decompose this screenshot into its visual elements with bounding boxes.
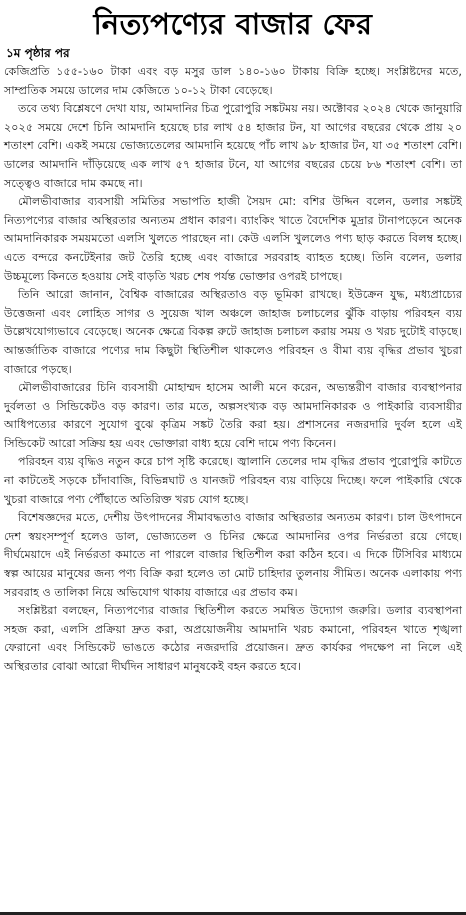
paragraph: মৌলভীবাজার ব্যবসায়ী সমিতির সভাপতি হাজী সৈয়দ মো: বশির উদ্দিন বলেন, ডলার সঙ্কটই নিত্যপণ্যের বাজার অস্থিরতার অন্যতম প্রধান কারণ। ব্যাংকিং খাতে বৈদেশিক মুদ্রার টানাপড়েনে অনেক আমদানিকারক সময়মতো এলসি খুলতে পারছেন না। কেউ এলসি খুললেও পণ্য ছাড় করতে বিলম্ব হচ্ছে। এতে বন্দরে কনটেইনার জট তৈরি হচ্ছে এবং বাজারে সরবরাহ ব্যাহত হচ্ছে। তিনি বলেন, ডলার উচ্চমূল্যে কিনতে হওয়ায় সেই বাড়তি খরচ শেষ পর্যন্ত ভোক্তার ওপরই চাপছে। xyxy=(4,195,462,283)
paragraph: তবে তথ্য বিশ্লেষণে দেখা যায়, আমদানির চিত্র পুরোপুরি সঙ্কটময় নয়। অক্টোবর ২০২৪ থেকে জানুয়ারি ২০২৫ সময়ে দেশে চিনি আমদানি হয়েছে চার লাখ ৫৪ হাজার টন, যা আগের বছরের থেকে প্রায় ২০ শতাংশ বেশি। একই সময়ে ভোজ্যতেলের আমদানি হয়েছে পাঁচ লাখ ৯৮ হাজার টন, যা ৩৫ শতাংশ বেশি। ডালের আমদানি দাঁড়িয়েছে এক লাখ ৫৭ হাজার টনে, যা আগের বছরের চেয়ে ৮৬ শতাংশ বেশি। তা সত্ত্বেও বাজারে দাম কমছে না। xyxy=(4,102,462,190)
continued-from-label: ১ম পৃষ্ঠার পর xyxy=(6,46,70,60)
paragraph: বিশেষজ্ঞদের মতে, দেশীয় উৎপাদনের সীমাবদ্ধতাও বাজার অস্থিরতার অন্যতম কারণ। চাল উৎপাদনে দেশ স্বয়ংসম্পূর্ণ হলেও ডাল, ভোজ্যতেল ও চিনির ক্ষেত্রে আমদানির ওপর নির্ভরতা রয়ে গেছে। দীর্ঘমেয়াদে এই নির্ভরতা কমাতে না পারলে বাজার স্থিতিশীল করা কঠিন হবে। এ দিকে টিসিবির মাধ্যমে স্বল্প আয়ের মানুষের জন্য পণ্য বিক্রি করা হলেও তা মোট চাহিদার তুলনায় সীমিত। অনেক এলাকায় পণ্য সরবরাহ ও তালিকা নিয়ে অভিযোগ থাকায় বাজারে এর প্রভাব কম। xyxy=(4,511,462,599)
article-body xyxy=(4,63,462,677)
paragraph: মৌলভীবাজারের চিনি ব্যবসায়ী মোহাম্মদ হাসেম আলী মনে করেন, অভ্যন্তরীণ বাজার ব্যবস্থাপনার দুর্বলতা ও সিন্ডিকেটও বড় কারণ। তার মতে, অল্পসংখ্যক বড় আমদানিকারক ও পাইকারি ব্যবসায়ীর আধিপত্যের কারণে সুযোগ বুঝে কৃত্রিম সঙ্কট তৈরি করা হয়। প্রশাসনের নজরদারি দুর্বল হলে এই সিন্ডিকেট আরো সক্রিয় হয় এবং ভোক্তারা বাধ্য হয়ে বেশি দামে পণ্য কিনেন। xyxy=(4,381,462,450)
paragraph: পরিবহন ব্যয় বৃদ্ধিও নতুন করে চাপ সৃষ্টি করেছে। জ্বালানি তেলের দাম বৃদ্ধির প্রভাব পুরোপুরি কাটতে না কাটতেই সড়কে চাঁদাবাজি, বিভিন্নঘাট ও যানজট পরিবহন ব্যয় বাড়িয়ে দিচ্ছে। ফলে পাইকারি থেকে খুচরা বাজারে পণ্য পৌঁছাতে অতিরিক্ত খরচ যোগ হচ্ছে। xyxy=(4,455,462,506)
paragraph: কেজিপ্রতি ১৫৫-১৬০ টাকা এবং বড় মসুর ডাল ১৪০-১৬০ টাকায় বিক্রি হচ্ছে। সংশ্লিষ্টদের মতে, সাম্প্রতিক সময়ে ডালের দাম কেজিতে ১০-১২ টাকা বেড়েছে। xyxy=(4,65,462,97)
paragraph: তিনি আরো জানান, বৈশ্বিক বাজারের অস্থিরতাও বড় ভূমিকা রাখছে। ইউক্রেন যুদ্ধ, মধ্যপ্রাচ্যের উত্তেজনা এবং লোহিত সাগর ও সুয়েজ খাল অঞ্চলে জাহাজ চলাচলের ঝুঁকি বাড়ায় পরিবহন ব্যয় উল্লেখযোগ্যভাবে বেড়েছে। অনেক ক্ষেত্রে বিকল্প রুটে জাহাজ চলাচল করায় সময় ও খরচ দুটোই বাড়ছে। আন্তর্জাতিক বাজারে পণ্যের দাম কিছুটা স্থিতিশীল থাকলেও পরিবহন ও বীমা ব্যয় বৃদ্ধির প্রভাব খুচরা বাজারে পড়ছে। xyxy=(4,288,462,376)
paragraph: সংশ্লিষ্টরা বলছেন, নিত্যপণ্যের বাজার স্থিতিশীল করতে সমন্বিত উদ্যোগ জরুরি। ডলার ব্যবস্থাপনা সহজ করা, এলসি প্রক্রিয়া দ্রুত করা, অপ্রয়োজনীয় আমদানি খরচ কমানো, পরিবহন খাতে শৃঙ্খলা ফেরানো এবং সিন্ডিকেট ভাঙতে কঠোর নজরদারি প্রয়োজন। দ্রুত কার্যকর পদক্ষেপ না নিলে এই অস্থিরতার বোঝা আরো দীর্ঘদিন সাধারণ মানুষকেই বহন করতে হবে। xyxy=(4,604,462,673)
headline: নিত্যপণ্যের বাজার ফের xyxy=(93,7,373,41)
